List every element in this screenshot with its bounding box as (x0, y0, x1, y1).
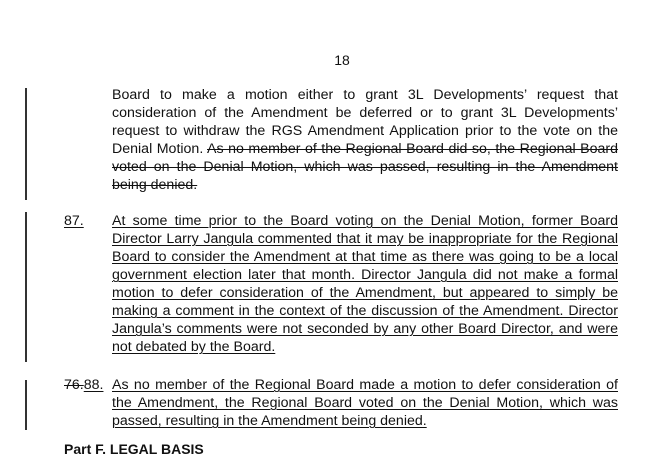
paragraph-87 (112, 212, 618, 356)
inserted-text: motion to defer consideration of the Amendment, but appeared to simply be (112, 285, 618, 301)
page-number: 18 (334, 52, 350, 68)
paragraph-number (64, 376, 103, 394)
change-bar (25, 88, 27, 200)
paragraph-line: consideration of the Amendment be deferred or to grant 3L Developments’ (112, 105, 618, 121)
inserted-text: passed, resulting in the Amendment being denied. (112, 413, 427, 429)
paragraph-86-continuation (112, 86, 618, 194)
inserted-text: making a comment in the context of the discussion of the Amendment. Director (112, 303, 618, 319)
deleted-text: As no member of the Regional Board did so, the Regional Board (207, 141, 618, 157)
deleted-text: voted on the Denial Motion, which was passed, resulting in the Amendment (112, 159, 618, 175)
inserted-text: As no member of the Regional Board made a motion to defer consideration of (112, 377, 618, 393)
paragraph-line (112, 140, 618, 158)
plain-text: Denial Motion. (112, 141, 208, 157)
inserted-text: the Amendment, the Regional Board voted on the Denial Motion, which was (112, 395, 618, 411)
change-bar (25, 212, 27, 362)
inserted-text: not debated by the Board. (112, 339, 276, 355)
change-bar (25, 380, 27, 430)
paragraph-number: 87. (64, 213, 84, 229)
inserted-text: Board to consider the Amendment at that time as there was going to be a local (112, 249, 618, 265)
inserted-text: At some time prior to the Board voting on the Denial Motion, former Board (112, 213, 618, 229)
deleted-number: 76. (64, 377, 84, 393)
inserted-number: 88. (83, 377, 104, 393)
paragraph-line: request to withdraw the RGS Amendment Application prior to the vote on the (112, 123, 618, 139)
paragraph-88 (112, 376, 618, 430)
paragraph-line: Board to make a motion either to grant 3L Developments’ request that (112, 87, 618, 103)
deleted-text: being denied. (112, 177, 198, 193)
inserted-text: government election later that month. Director Jangula did not make a formal (112, 267, 618, 283)
section-heading: Part F. LEGAL BASIS (64, 441, 204, 457)
inserted-text: Jangula’s comments were not seconded by any other Board Director, and were (112, 321, 618, 337)
inserted-text: Director Larry Jangula commented that it may be inappropriate for the Regional (112, 231, 618, 247)
